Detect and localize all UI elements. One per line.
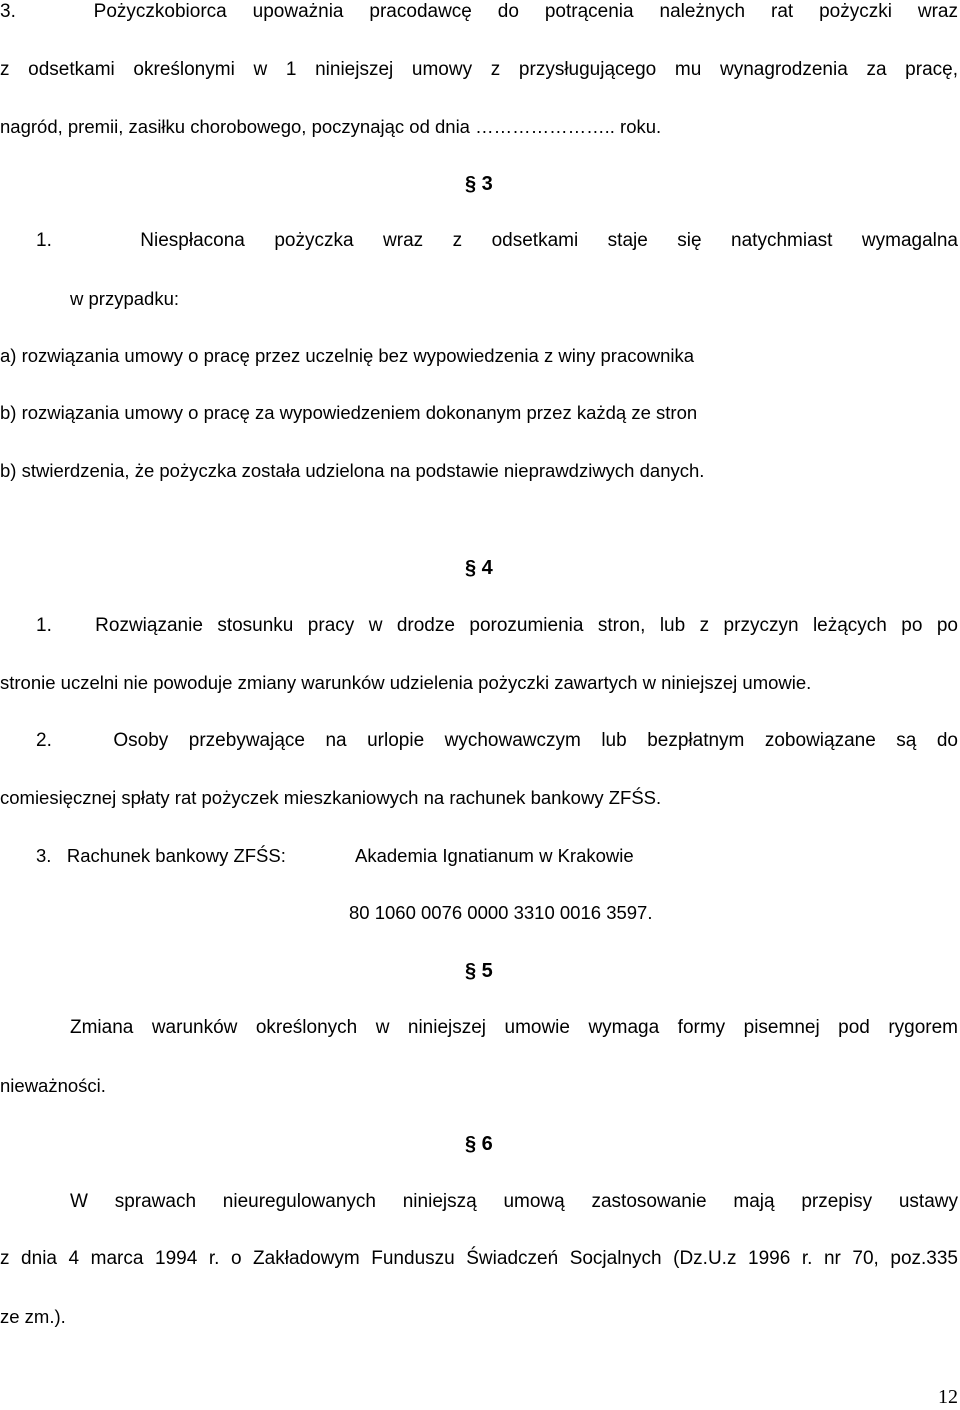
section-3-p1-line-1 (36, 229, 958, 253)
section-4-p1-text: Rozwiązanie stosunku pracy w drodze porozumienia stron, lub z przyczyn leżących po po (95, 615, 958, 636)
section-5-line-2: nieważności. (0, 1075, 106, 1096)
section-5-line-1: Zmiana warunków określonych w niniejszej umowie wymaga formy pisemnej pod rygorem (70, 1017, 958, 1038)
section-4-p3-account-number: 80 1060 0076 0000 3310 0016 3597. (349, 902, 653, 923)
section-3-item-b2: b) stwierdzenia, że pożyczka została udzielona na podstawie nieprawdziwych danych. (0, 460, 705, 481)
section-6-line-1: W sprawach nieuregulowanych niniejszą umową zastosowanie mają przepisy ustawy (70, 1191, 958, 1212)
section-6-line-2: z dnia 4 marca 1994 r. o Zakładowym Funduszu Świadczeń Socjalnych (Dz.U.z 1996 r. nr 70, poz.335 (0, 1248, 958, 1269)
page-number: 12 (938, 1386, 958, 1408)
section-4-p2-line-1 (36, 729, 958, 753)
section-4-p3-number: 3. (36, 845, 52, 866)
section-4-p3-line-1 (36, 844, 286, 868)
section-3-p1-line-2: w przypadku: (70, 288, 179, 309)
section-5-heading: § 5 (465, 960, 493, 982)
para-3-line-3: nagród, premii, zasiłku chorobowego, poczynając od dnia ………………….. roku. (0, 116, 662, 137)
section-4-p2-number: 2. (36, 730, 52, 751)
section-4-p2-line-2: comiesięcznej spłaty rat pożyczek mieszkaniowych na rachunek bankowy ZFŚS. (0, 787, 662, 808)
section-3-item-b1: b) rozwiązania umowy o pracę za wypowiedzeniem dokonanym przez każdą ze stron (0, 402, 698, 423)
section-4-p1-line-2: stronie uczelni nie powoduje zmiany warunków udzielenia pożyczki zawartych w niniejszej umowie. (0, 672, 812, 693)
para-3-line-1 (0, 0, 958, 24)
section-3-p1-number: 1. (36, 230, 52, 251)
section-3-heading: § 3 (465, 173, 493, 195)
section-4-p2-text: Osoby przebywające na urlopie wychowawczym lub bezpłatnym zobowiązane są do (113, 730, 958, 751)
para-3-text-line-1: Pożyczkobiorca upoważnia pracodawcę do potrącenia należnych rat pożyczki wraz (93, 1, 959, 22)
para-3-number: 3. (0, 1, 16, 22)
section-6-line-3: ze zm.). (0, 1306, 66, 1327)
section-4-heading: § 4 (465, 557, 493, 579)
section-4-p3-bank-name: Akademia Ignatianum w Krakowie (355, 845, 634, 866)
section-4-p1-line-1 (36, 614, 958, 638)
section-6-heading: § 6 (465, 1133, 493, 1155)
section-3-item-a: a) rozwiązania umowy o pracę przez uczelnię bez wypowiedzenia z winy pracownika (0, 345, 695, 366)
section-3-p1-text: Niespłacona pożyczka wraz z odsetkami staje się natychmiast wymagalna (140, 230, 958, 251)
para-3-line-2: z odsetkami określonymi w 1 niniejszej umowy z przysługującego mu wynagrodzenia za pracę, (0, 59, 958, 80)
section-4-p3-label: Rachunek bankowy ZFŚS: (66, 845, 286, 866)
section-4-p1-number: 1. (36, 615, 52, 636)
